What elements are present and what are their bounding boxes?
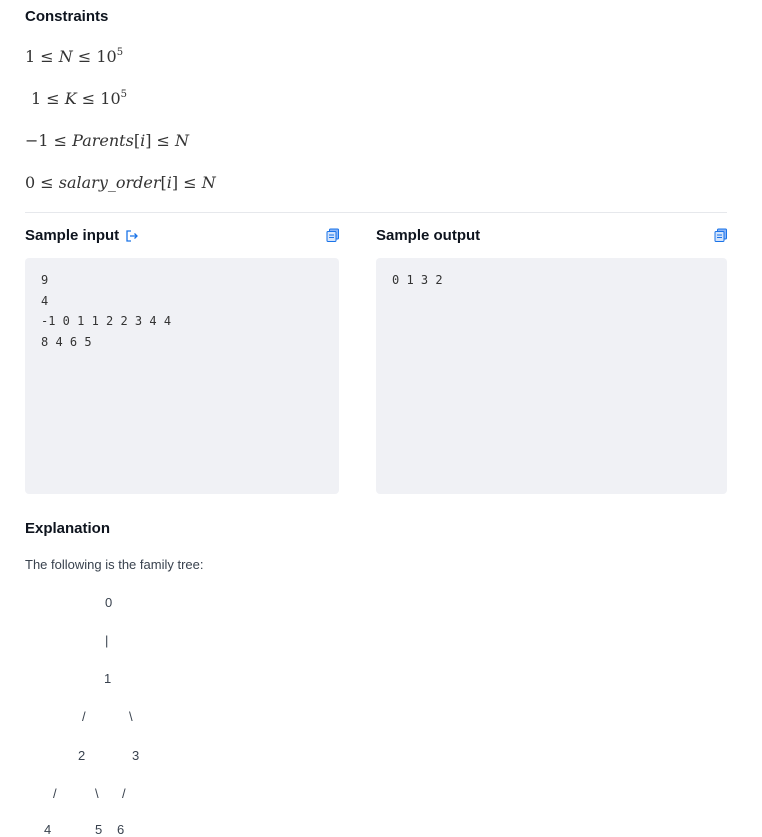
sample-input-line: 4 <box>41 293 49 308</box>
sample-output-line: 0 1 3 2 <box>392 273 443 287</box>
tree-edge: | <box>105 633 109 648</box>
constraint-salary-order: 0 ≤ salary_order[i] ≤ N <box>25 173 216 192</box>
sample-input-line: -1 0 1 1 2 2 3 4 4 <box>41 314 172 329</box>
tree-edge: / <box>122 786 126 801</box>
section-divider <box>25 212 727 213</box>
explanation-heading: Explanation <box>25 520 111 537</box>
copy-output-icon[interactable] <box>714 228 728 242</box>
tree-edge: \ <box>95 786 99 801</box>
sample-input-title <box>25 227 139 244</box>
tree-node: 3 <box>132 748 140 763</box>
tree-edge: \ <box>129 709 133 724</box>
tree-edge: / <box>82 709 86 724</box>
tree-node: 1 <box>104 671 112 686</box>
copy-input-icon[interactable] <box>326 228 340 242</box>
constraint-n: $1 \le N \le 10^5$ <box>25 46 124 66</box>
sample-input-label: Sample input <box>25 227 120 244</box>
constraint-parents: −1 ≤ Parents[i] ≤ N <box>25 131 190 150</box>
tree-edge: / <box>53 786 57 801</box>
tree-node: 0 <box>105 595 113 610</box>
tree-node: 6 <box>117 822 125 837</box>
tree-node: 5 <box>95 822 103 837</box>
tree-node: 2 <box>78 748 86 763</box>
sample-output-box[interactable] <box>376 258 727 494</box>
sample-output-title <box>376 227 480 244</box>
explanation-intro: The following is the family tree: <box>25 557 204 572</box>
sample-input-line: 9 <box>41 273 49 287</box>
sample-input-box[interactable] <box>25 258 339 494</box>
tree-node: 4 <box>44 822 52 837</box>
run-in-editor-icon[interactable] <box>125 229 139 243</box>
sample-output-label: Sample output <box>376 227 481 244</box>
constraint-k: $1 \le K \le 10^5$ <box>31 88 128 108</box>
sample-input-line: 8 4 6 5 <box>41 334 92 349</box>
constraints-heading: Constraints <box>25 8 109 25</box>
